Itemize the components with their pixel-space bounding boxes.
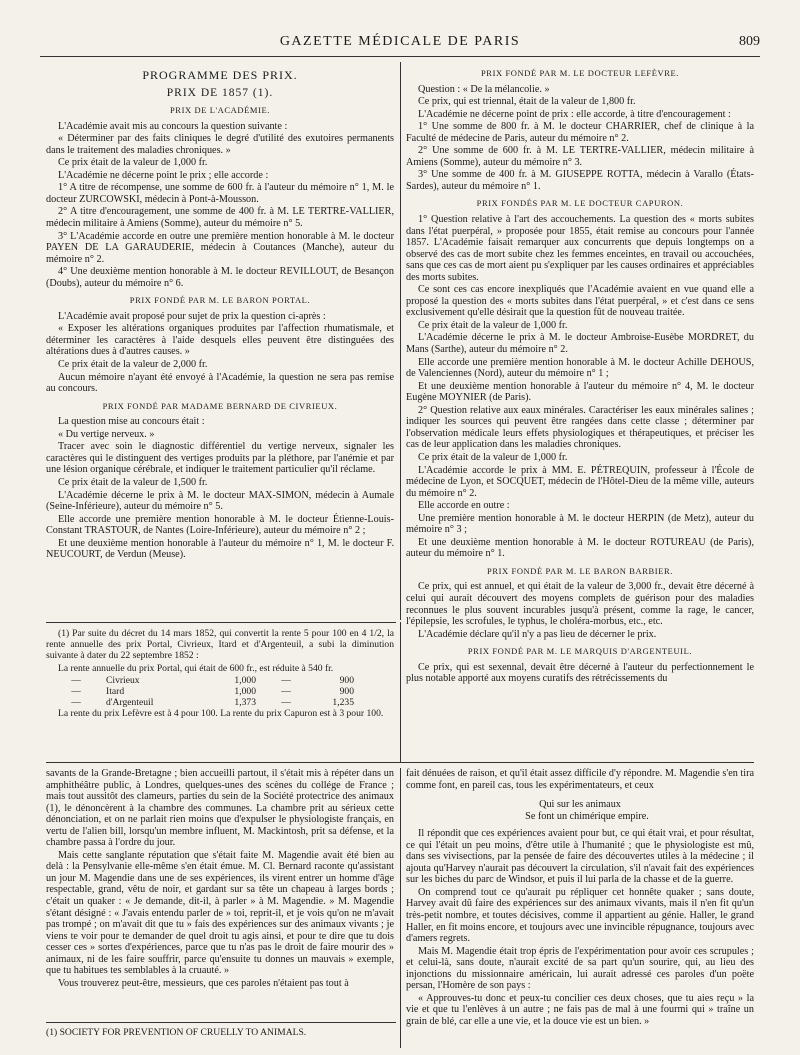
verse-line: Qui sur les animaux	[539, 799, 621, 811]
footnote-text: (1) SOCIETY FOR PREVENTION OF CRUELLY TO ANIMALS.	[46, 1027, 307, 1038]
paragraph: fait dénuées de raison, et qu'il était assez difficile d'y répondre. M. Magendie s'en tira comme font, en pareil cas, tous les expérimentateurs, et ceux	[406, 768, 754, 791]
paragraph: L'Académie décerne le prix à M. le docteur MAX-SIMON, médecin à Aumale (Seine-Inférieure), auteur du mémoire n° 5.	[46, 489, 394, 513]
paragraph: Mais M. Magendie était trop épris de l'expérimentation pour avoir ces scrupules ; et celui-là, sans doute, n'aurait excité de sa part qu'un sourire, qui, au lieu des injonctions du missionnaire américain, lui aurait adressé ces paroles d'un poëte persan, l'Homère de son pays :	[406, 945, 754, 992]
paragraph: 1° Question relative à l'art des accouchements. La question des « morts subites dans l'état puerpéral, » proposée pour 1855, était remise au concours pour l'année 1857. L'Académie faisait remarquer aux concurrents que depuis longtemps on a observé des cas de mort subite chez les femmes enceintes, en travail ou accouchées, sans que ces cas de mort aient pu s'expliquer par les causes ordinaires et appréciables des morts subites.	[406, 214, 754, 283]
bottom-footnote	[46, 1027, 394, 1039]
page-header	[40, 34, 760, 57]
paragraph: « Exposer les altérations organiques produites par l'affection rhumatismale, et déterminer les caractères à l'aide desquels elles peuvent être distinguées des altérations dues à d'autres causes. »	[46, 323, 394, 358]
table-cell: 1,000	[234, 674, 256, 686]
paragraph: L'Académie accorde le prix à MM. E. PÉTREQUIN, professeur à l'École de médecine de Lyon, et SOCQUET, médecin de l'Hôtel-Dieu de la même ville, auteurs du mémoire n° 2.	[406, 464, 754, 499]
table-cell: —	[281, 685, 291, 697]
paragraph: Ce sont ces cas encore inexpliqués que l'Académie avaient en vue quand elle a proposé la question des « morts subites dans l'état puerpéral, » et c'est dans ce sens exclusivement qu'elle désirait que la question fût de nouveau traitée.	[406, 284, 754, 319]
footnote-paragraph: La rente du prix Lefèvre est à 4 pour 100. La rente du prix Capuron est à 3 pour 100.	[58, 707, 384, 719]
paragraph: Et une deuxième mention honorable à l'auteur du mémoire n° 1, M. le docteur F. NEUCOURT, de Verdun (Meuse).	[46, 537, 394, 561]
paragraph: « Approuves-tu donc et peux-tu concilier ces deux choses, que tu aies reçu » la vie et que tu l'enlèves à un autre ; ne fais pas de mal à une fourmi qui » traîne un grain de blé, car elle a une vie, et la douce vie est un bien. »	[406, 992, 754, 1027]
table-row	[46, 686, 394, 697]
table-cell: Itard	[106, 685, 125, 697]
section-divider	[46, 762, 754, 763]
programme-heading: PROGRAMME DES PRIX.	[142, 68, 298, 82]
table-cell: —	[281, 674, 291, 686]
paragraph: L'Académie ne décerne point de prix : elle accorde, à titre d'encouragement :	[418, 108, 731, 120]
column-rule-bottom	[400, 768, 401, 1048]
table-row	[46, 675, 394, 686]
verse-quote	[406, 799, 754, 822]
bottom-left-column	[46, 768, 394, 990]
paragraph: Ce prix était de la valeur de 1,000 fr.	[418, 451, 568, 463]
paragraph: Aucun mémoire n'ayant été envoyé à l'Académie, la question ne sera pas remise au concours.	[46, 371, 394, 395]
paragraph: « Du vertige nerveux. »	[58, 428, 155, 440]
paragraph: L'Académie déclare qu'il n'y a pas lieu de décerner le prix.	[418, 628, 657, 640]
paragraph: L'Académie avait proposé pour sujet de prix la question ci-après :	[58, 310, 326, 322]
table-row	[46, 697, 394, 708]
section-title-barbier: PRIX FONDÉ PAR M. LE BARON BARBIER.	[487, 565, 673, 576]
paragraph: Ce prix était de la valeur de 2,000 fr.	[58, 359, 208, 371]
paragraph: 1° Une somme de 800 fr. à M. le docteur CHARRIER, chef de clinique à la Faculté de médecine de Paris, auteur du mémoire n° 2.	[406, 121, 754, 144]
table-cell: 900	[339, 685, 354, 697]
journal-title: GAZETTE MÉDICALE DE PARIS	[279, 34, 521, 49]
paragraph: 2° A titre d'encouragement, une somme de 400 fr. à M. LE TERTRE-VALLIER, médecin militaire à Amiens (Somme), auteur du mémoire n° 5.	[46, 206, 394, 230]
column-rule-right-lower	[400, 622, 401, 762]
paragraph: 1° A titre de récompense, une somme de 600 fr. à l'auteur du mémoire n° 1, M. le docteur ZURCOWSKI, médecin à Pont-à-Mousson.	[46, 182, 394, 205]
footnote-paragraph: (1) Par suite du décret du 14 mars 1852, qui convertit la rente 5 pour 100 en 4 1/2, la rente annuelle des prix Portal, Civrieux, Itard et d'Argenteuil, a subi la diminution suivante à dater du 22 septembre 1852 :	[46, 628, 394, 662]
table-cell: —	[71, 696, 81, 708]
footnote-rule-left	[46, 622, 396, 623]
left-column	[46, 66, 394, 562]
paragraph: Ce prix, qui est sexennal, devait être décerné à l'auteur du perfectionnement le plus notable apporté aux moyens curatifs des rétrécissements du	[406, 661, 754, 685]
paragraph: Tracer avec soin le diagnostic différentiel du vertige nerveux, signaler les caractères qui le distinguent des vertiges produits par la pléthore, par l'anémie et par une lésion organique cérébrale, et indiquer le traitement particulier qu'il réclame.	[46, 441, 394, 476]
paragraph: Et une deuxième mention honorable à M. le docteur ROTUREAU (de Paris), auteur du mémoire n° 1.	[406, 536, 754, 560]
verse-line: Se font un chimérique empire.	[525, 810, 649, 822]
section-title-argenteuil: PRIX FONDÉ PAR M. LE MARQUIS D'ARGENTEUIL.	[467, 646, 693, 657]
paragraph: Vous trouverez peut-être, messieurs, que ces paroles n'étaient pas tout à	[58, 977, 349, 989]
paragraph: Ce prix était de la valeur de 1,000 fr.	[58, 157, 208, 169]
footnote-paragraph: La rente annuelle du prix Portal, qui était de 600 fr., est réduite à 540 fr.	[58, 662, 334, 674]
footnote-rule-bottom	[46, 1022, 396, 1023]
section-title-academie: PRIX DE L'ACADÉMIE.	[169, 105, 271, 116]
paragraph: Elle accorde en outre :	[418, 500, 510, 512]
rente-table	[46, 675, 394, 708]
paragraph: L'Académie ne décerne point le prix ; elle accorde :	[58, 169, 269, 181]
column-rule-top	[400, 62, 401, 620]
paragraph: Elle accorde une première mention honorable à M. le docteur Achille DEHOUS, de Valenciennes (Nord), auteur du mémoire n° 1 ;	[406, 356, 754, 380]
paragraph: Ce prix était de la valeur de 1,500 fr.	[58, 476, 208, 488]
table-cell: —	[71, 674, 81, 686]
rente-footnote	[46, 628, 394, 720]
paragraph: Ce prix, qui est triennal, était de la valeur de 1,800 fr.	[418, 96, 636, 108]
table-cell: Civrieux	[106, 674, 140, 686]
paragraph: savants de la Grande-Bretagne ; bien accueilli partout, il s'était mis à répéter dans un amphithéâtre public, à Londres, quelques-unes des scènes du collége de France ; mais tout aussitôt des clameurs, parties du sein de la Société protectrice des animaux (1), le dénoncèrent à la chambre des communes. La chambre prit au sérieux cette dénonciation, et on ne parlait rien moins que d'expulser le physiologiste français, en vertu de l'alien bill, lorsqu'un membre influent, M. Mackintosh, prit sa défense, et la chambre passa à l'ordre du jour.	[46, 768, 394, 849]
table-cell: 1,000	[234, 685, 256, 697]
prize-year-heading: PRIX DE 1857 (1).	[166, 86, 274, 99]
paragraph: On comprend tout ce qu'aurait pu répliquer cet honnête quaker ; sans doute, Harvey avait dû faire des expériences sur des animaux vivants, mais il n'en fit qu'un très-petit nombre, et toutes décisives, comme il appartient au génie. Haller, le grand Haller, en fit moins encore, et toujours avec une invincible répugnance, toujours avec d'amers regrets.	[406, 886, 754, 945]
table-cell: —	[71, 685, 81, 697]
paragraph: 2° Question relative aux eaux minérales. Caractériser les eaux minérales salines ; indiquer les sources qui peuvent être rangées dans cette classe ; déterminer par l'observation médicale leurs effets physiologiques et thérapeutiques, et préciser les cas de leur application dans les maladies chroniques.	[406, 404, 754, 451]
paragraph: 4° Une deuxième mention honorable à M. le docteur REVILLOUT, de Besançon (Doubs), auteur du mémoire n° 6.	[46, 266, 394, 289]
table-cell: d'Argenteuil	[106, 696, 154, 708]
table-cell: 1,373	[234, 696, 256, 708]
bottom-right-column	[406, 768, 754, 1028]
paragraph: L'Académie décerne le prix à M. le docteur Ambroise-Eusèbe MORDRET, du Mans (Sarthe), auteur du mémoire n° 2.	[406, 332, 754, 356]
paragraph: Une première mention honorable à M. le docteur HERPIN (de Metz), auteur du mémoire n° 3 ;	[406, 512, 754, 536]
paragraph: Mais cette sanglante réputation que s'était faite M. Magendie avait été bien au delà : la Pensylvanie elle-même s'en était émue. M. Cl. Bernard raconte qu'assistant un jour M. Magendie dans une de ses expériences, ils virent entrer un homme d'âge respectable, grand, vêtu de noir, et gardant sur sa tête un chapeau à larges bords ; c'était un quaker : « Je demande, dit-il, à parler » à M. Magendie. » M. Magendie s'étant désigné : « J'avais entendu parler de » toi, reprit-il, et je vois qu'on ne m'avait pas trompé ; on m'avait dit que tu » fais des expériences sur des animaux vivants ; je viens te voir pour te demander de quel droit tu agis ainsi, et pour te dire que tu dois cesser ces » sortes d'expériences, parce que tu n'as pas le droit de faire mourir des » animaux, ni de les faire souffrir, parce qu'ensuite tu donnes un mauvais » exemple, que tu habitues tes semblables à la cruauté. »	[46, 849, 394, 977]
paragraph: 3° L'Académie accorde en outre une première mention honorable à M. le docteur PAYEN DE LA GARAUDERIE, médecin à Coutances (Manche), auteur du mémoire n° 2.	[46, 230, 394, 265]
section-title-civrieux: PRIX FONDÉ PAR MADAME BERNARD DE CIVRIEUX.	[102, 400, 338, 411]
paragraph: Ce prix, qui est annuel, et qui était de la valeur de 3,000 fr., devait être décerné à celui qui aurait découvert des moyens complets de guérison pour des maladies reconnues le plus souvent incurables jusqu'à présent, comme la rage, le cancer, l'épilepsie, les scrofules, le typhus, le choléra-morbus, etc., etc.	[406, 581, 754, 628]
paragraph: L'Académie avait mis au concours la question suivante :	[58, 120, 288, 132]
paragraph: Elle accorde une première mention honorable à M. le docteur Étienne-Louis-Constant TRASTOUR, de Nantes (Loire-Inférieure), auteur du mémoire n° 2 ;	[46, 513, 394, 537]
paragraph: Et une deuxième mention honorable à l'auteur du mémoire n° 4, M. le docteur Eugène MOYNIER (de Paris).	[406, 380, 754, 404]
table-cell: 900	[339, 674, 354, 686]
paragraph: Ce prix était de la valeur de 1,000 fr.	[418, 319, 568, 331]
paragraph: « Déterminer par des faits cliniques le degré d'utilité des exutoires permanents dans le traitement des maladies chroniques. »	[46, 133, 394, 156]
right-column	[406, 66, 754, 686]
page-number: 809	[739, 34, 760, 49]
section-title-lefevre: PRIX FONDÉ PAR M. LE DOCTEUR LEFÈVRE.	[480, 68, 680, 78]
paragraph: Question : « De la mélancolie. »	[418, 83, 550, 95]
section-title-capuron: PRIX FONDÉS PAR M. LE DOCTEUR CAPURON.	[476, 198, 684, 209]
paragraph: Il répondit que ces expériences avaient pour but, ce qui était vrai, et pour résultat, ce qui l'était un peu moins, d'être utile à l'humanité ; que le physiologiste est mû, dans ses vivisections, par la pensée de faire des découvertes utiles à la médecine ; il ajouta qu'Harvey n'aurait pas découvert la circulation, s'il n'avait fait des expériences sur les biches du parc de Windsor, et puis il lui parla de la chasse et de la guerre.	[406, 828, 754, 886]
table-cell: —	[281, 696, 291, 708]
paragraph: 2° Une somme de 600 fr. à M. LE TERTRE-VALLIER, médecin militaire à Amiens (Somme), auteur du mémoire n° 3.	[406, 145, 754, 168]
table-cell: 1,235	[332, 696, 354, 708]
paragraph: 3° Une somme de 400 fr. à M. GIUSEPPE ROTTA, médecin à Varallo (États-Sardes), auteur du mémoire n° 1.	[406, 169, 754, 192]
paragraph: La question mise au concours était :	[58, 416, 205, 428]
section-title-portal: PRIX FONDÉ PAR M. LE BARON PORTAL.	[129, 295, 311, 306]
